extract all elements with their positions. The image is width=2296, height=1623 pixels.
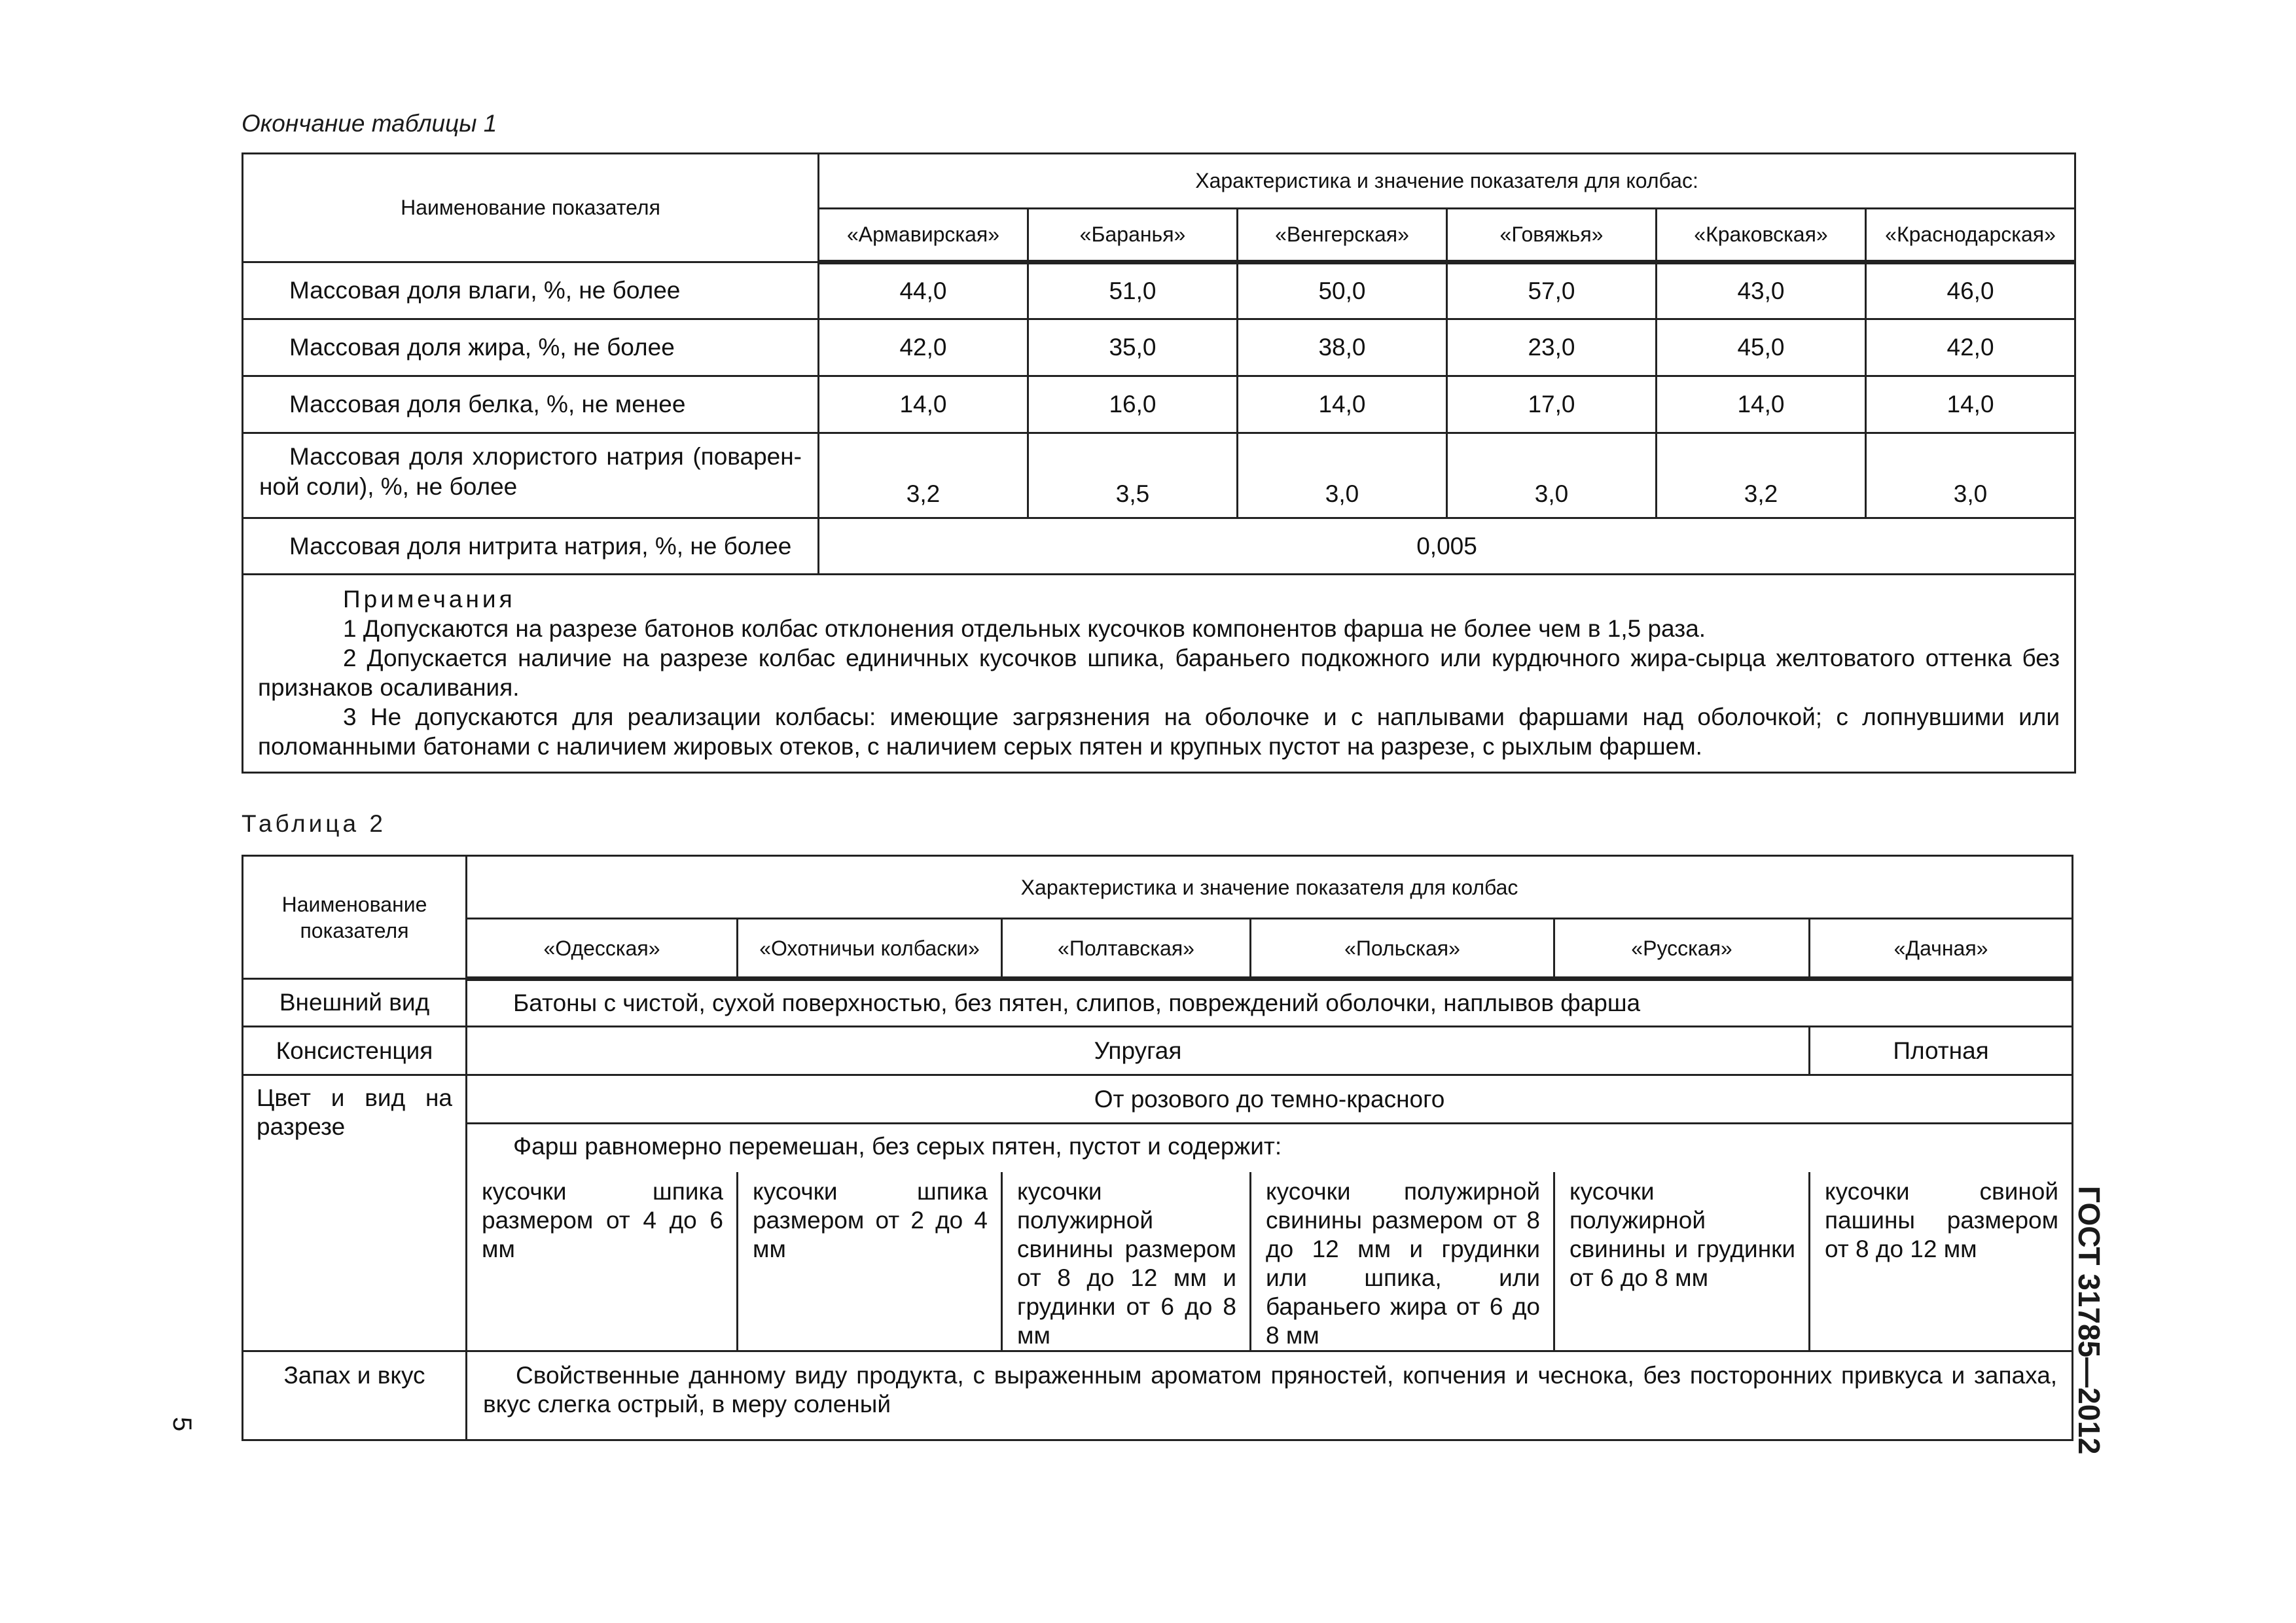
table1-notes (243, 575, 2075, 773)
table2 (242, 855, 2073, 1441)
table1-cell: 3,0 (1866, 433, 2075, 518)
table1-cell: 14,0 (1238, 376, 1447, 433)
table1-caption: Окончание таблицы 1 (242, 110, 497, 137)
table2-row (243, 1351, 2073, 1440)
table1-cell: 45,0 (1657, 319, 1866, 376)
note-item: 2 Допускается наличие на разрезе колбас единичных кусочков шпика, бараньего подкожного или курдючного жира-сырца желтоватого оттенка без признаков осаливания. (258, 645, 2060, 701)
table1-col-header: «Говяжья» (1447, 209, 1657, 262)
cut-piece-cell: кусочки свиной пашины размером от 8 до 12 мм (1810, 1172, 2073, 1351)
table1-cell: 42,0 (1866, 319, 2075, 376)
table1-cell: 38,0 (1238, 319, 1447, 376)
table1-header-group: Характеристика и значение показателя для колбас: (819, 154, 2075, 209)
table2-col-header: «Охотничьи колбаски» (738, 919, 1002, 979)
cut-piece-cell: кусочки шпика размером от 4 до 6 мм (467, 1172, 738, 1351)
table2-subrow (243, 1124, 2073, 1172)
table1-cell: 3,5 (1028, 433, 1238, 518)
table2-row-name: Цвет и вид на разрезе (243, 1075, 467, 1351)
table1-cell: 3,2 (1657, 433, 1866, 518)
table1-row (243, 262, 2075, 319)
table1-cell: 23,0 (1447, 319, 1657, 376)
table2-header-name: Наименование показателя (243, 856, 467, 979)
table1-col-header: «Краковская» (1657, 209, 1866, 262)
note-item: 3 Не допускаются для реализации колбасы: имеющие загрязнения на оболочке и с наплывами фаршами над оболочкой; с лопнувшими или поломанными батонами с наличием жировых отеков, с наличием серых пятен и крупных пустот на разрезе, с рыхлым фаршем. (258, 704, 2060, 760)
table1-row-name: Массовая доля нитрита натрия, %, не более (243, 518, 819, 575)
table2-col-header: «Русская» (1554, 919, 1810, 979)
table1-cell: 46,0 (1866, 262, 2075, 319)
table1-cell: 14,0 (819, 376, 1028, 433)
page-number: 5 (168, 1417, 196, 1432)
cut-piece-cell: кусочки полужирной свинины и грудинки от 6 до 8 мм (1554, 1172, 1810, 1351)
appearance-value: Батоны с чистой, сухой поверхностью, без пятен, слипов, повреждений оболочки, наплывов фарша (467, 979, 2073, 1027)
table1-notes-row (243, 575, 2075, 773)
table2-caption: Таблица 2 (242, 810, 386, 837)
table1-cell: 43,0 (1657, 262, 1866, 319)
notes-title: Примечания (343, 586, 516, 613)
cut-piece-cell: кусочки шпика размером от 2 до 4 мм (738, 1172, 1002, 1351)
consistency-value: Упругая (467, 1027, 1810, 1075)
smell-value: Свойственные данному виду продукта, с выраженным ароматом пряностей, копчения и чеснока, без посторонних привкуса и запаха, вкус слегка острый, в меру соленый (467, 1351, 2073, 1440)
cut-piece-cell: кусочки полужирной свинины размером от 8 до 12 мм и грудинки от 6 до 8 мм (1002, 1172, 1251, 1351)
table2-header-group: Характеристика и значение показателя для колбас (467, 856, 2073, 919)
table2-row (243, 1075, 2073, 1124)
table1-row-name: Массовая доля жира, %, не более (243, 319, 819, 376)
row-name-line1: Массовая доля хлористого натрия (поварен- (289, 443, 802, 470)
row-name-line2: ной соли), %, не более (259, 473, 518, 500)
table1-cell-merged: 0,005 (819, 518, 2075, 575)
table1-row-name: Массовая доля белка, %, не менее (243, 376, 819, 433)
table1-row (243, 518, 2075, 575)
table2-row (243, 979, 2073, 1027)
table1-cell: 3,0 (1238, 433, 1447, 518)
table2-subrow (243, 1172, 2073, 1351)
table1-cell: 50,0 (1238, 262, 1447, 319)
table1-cell: 42,0 (819, 319, 1028, 376)
table2-row-name: Запах и вкус (243, 1351, 467, 1440)
table1-cell: 16,0 (1028, 376, 1238, 433)
table1-col-header: «Армавирская» (819, 209, 1028, 262)
table1-row (243, 319, 2075, 376)
table1-cell: 14,0 (1657, 376, 1866, 433)
table1-cell: 3,2 (819, 433, 1028, 518)
consistency-value-last: Плотная (1810, 1027, 2073, 1075)
table1-cell: 44,0 (819, 262, 1028, 319)
table1-cell: 17,0 (1447, 376, 1657, 433)
table2-row-name: Консистенция (243, 1027, 467, 1075)
table1-cell: 57,0 (1447, 262, 1657, 319)
document-code: ГОСТ 31785—2012 (2072, 1186, 2106, 1455)
table1-col-header: «Баранья» (1028, 209, 1238, 262)
table1-row-name: Массовая доля влаги, %, не более (243, 262, 819, 319)
cut-piece-cell: кусочки полужирной свинины размером от 8 до 12 мм и грудинки или шпика, или бараньего жира от 6 до 8 мм (1251, 1172, 1554, 1351)
table1 (242, 152, 2076, 774)
table2-col-header: «Полтавская» (1002, 919, 1251, 979)
table1-row-name (243, 433, 819, 518)
table1-cell: 35,0 (1028, 319, 1238, 376)
table1-cell: 3,0 (1447, 433, 1657, 518)
table2-row-name: Внешний вид (243, 979, 467, 1027)
table1-col-header: «Краснодарская» (1866, 209, 2075, 262)
cut-intro: Фарш равномерно перемешан, без серых пятен, пустот и содержит: (467, 1124, 2073, 1172)
table1-col-header: «Венгерская» (1238, 209, 1447, 262)
cut-color-value: От розового до темно-красного (467, 1075, 2073, 1124)
table1-cell: 51,0 (1028, 262, 1238, 319)
table1-row (243, 433, 2075, 518)
table2-col-header: «Польская» (1251, 919, 1554, 979)
table2-col-header: «Дачная» (1810, 919, 2073, 979)
table1-cell: 14,0 (1866, 376, 2075, 433)
table2-row (243, 1027, 2073, 1075)
note-item: 1 Допускаются на разрезе батонов колбас отклонения отдельных кусочков компонентов фарша не более чем в 1,5 раза. (343, 615, 1706, 642)
table1-header-name: Наименование показателя (243, 154, 819, 262)
table2-col-header: «Одесская» (467, 919, 738, 979)
table1-row (243, 376, 2075, 433)
